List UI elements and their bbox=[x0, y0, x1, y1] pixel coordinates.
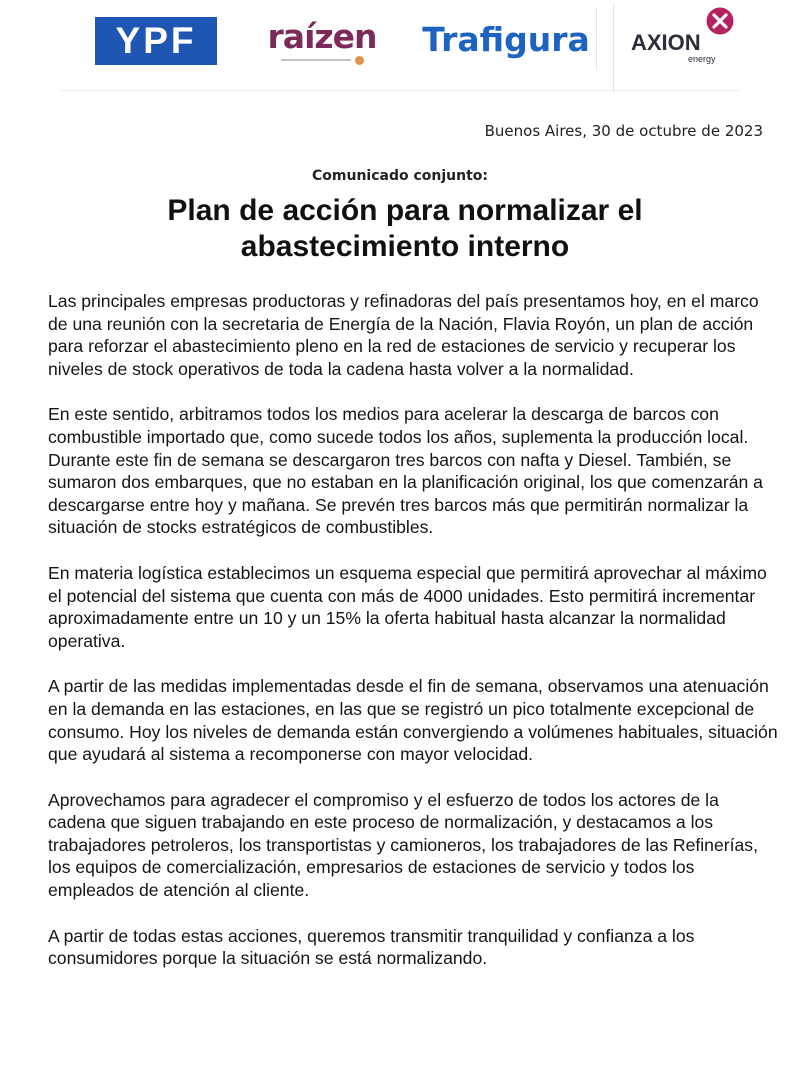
raizen-logo-text: raízen bbox=[267, 16, 377, 56]
raizen-tagline-line bbox=[281, 59, 351, 61]
document-date: Buenos Aires, 30 de octubre de 2023 bbox=[484, 122, 763, 140]
body-paragraph-5: Aprovechamos para agradecer el compromiso y el esfuerzo de todos los actores de la cadena que siguen trabajando en este proceso de normalización, y destacamos a los trabajadores petroleros, los transportistas y camioneros, los trabajadores de las Refinerías, los equipos de comercialización, empresarios de estaciones de servicio y todos los empleados de atención al cliente. bbox=[48, 789, 758, 901]
axion-logo bbox=[613, 3, 744, 93]
trafigura-logo bbox=[416, 8, 597, 70]
raizen-logo bbox=[262, 12, 382, 72]
axion-logo-text: AXION bbox=[631, 30, 701, 55]
ypf-logo bbox=[95, 17, 217, 65]
ypf-logo-text: YPF bbox=[115, 20, 197, 61]
document-kicker: Comunicado conjunto: bbox=[312, 168, 488, 184]
body-paragraph-6: A partir de todas estas acciones, queremos transmitir tranquilidad y confianza a los consumidores porque la situación se está normalizando. bbox=[48, 925, 695, 969]
body-paragraph-3: En materia logística establecimos un esquema especial que permitirá aprovechar al máximo el potencial del sistema que cuenta con más de 4000 unidades. Esto permitirá incrementar aproximadamente entre un 10 y un 15% la oferta habitual hasta alcanzar la normalidad operativa. bbox=[48, 562, 767, 651]
document-title-line-1: Plan de acción para normalizar el bbox=[167, 194, 643, 227]
raizen-tagline-mark bbox=[281, 56, 364, 65]
body-paragraph-1: Las principales empresas productoras y refinadoras del país presentamos hoy, en el marco de una reunión con la secretaria de Energía de la Nación, Flavia Royón, un plan de acción para reforzar el abastecimiento pleno en la red de estaciones de servicio y recuperar los niveles de stock operativos de toda la cadena hasta volver a la normalidad. bbox=[48, 291, 759, 379]
axion-logo-subtext: energy bbox=[688, 54, 716, 64]
document-title bbox=[100, 193, 710, 265]
document-title-line-2: abastecimiento interno bbox=[240, 230, 570, 263]
trafigura-logo-text: Trafigura bbox=[422, 19, 590, 59]
body-paragraph-2: En este sentido, arbitramos todos los medios para acelerar la descarga de barcos con combustible importado que, como sucede todos los años, suplementa la producción local. Durante este fin de semana se descargaron tres barcos con nafta y Diesel. También, se sumaron dos embarques, que no estaban en la planificación original, los que comenzarán a descargarse entre hoy y mañana. Se prevén tres barcos más que permitirán normalizar la situación de stocks estratégicos de combustibles. bbox=[48, 404, 763, 538]
logo-bar bbox=[0, 0, 800, 95]
raizen-dot-icon bbox=[355, 56, 364, 65]
document-body bbox=[48, 290, 778, 993]
body-paragraph-4: A partir de las medidas implementadas desde el fin de semana, observamos una atenuación en la demanda en las estaciones, en las que se registró un pico totalmente excepcional de consumo. Hoy los niveles de demanda están convergiendo a volúmenes habituales, situación que ayudará al sistema a recomponerse con mayor velocidad. bbox=[48, 676, 778, 765]
logo-divider bbox=[60, 90, 740, 91]
axion-x-icon bbox=[705, 6, 735, 36]
